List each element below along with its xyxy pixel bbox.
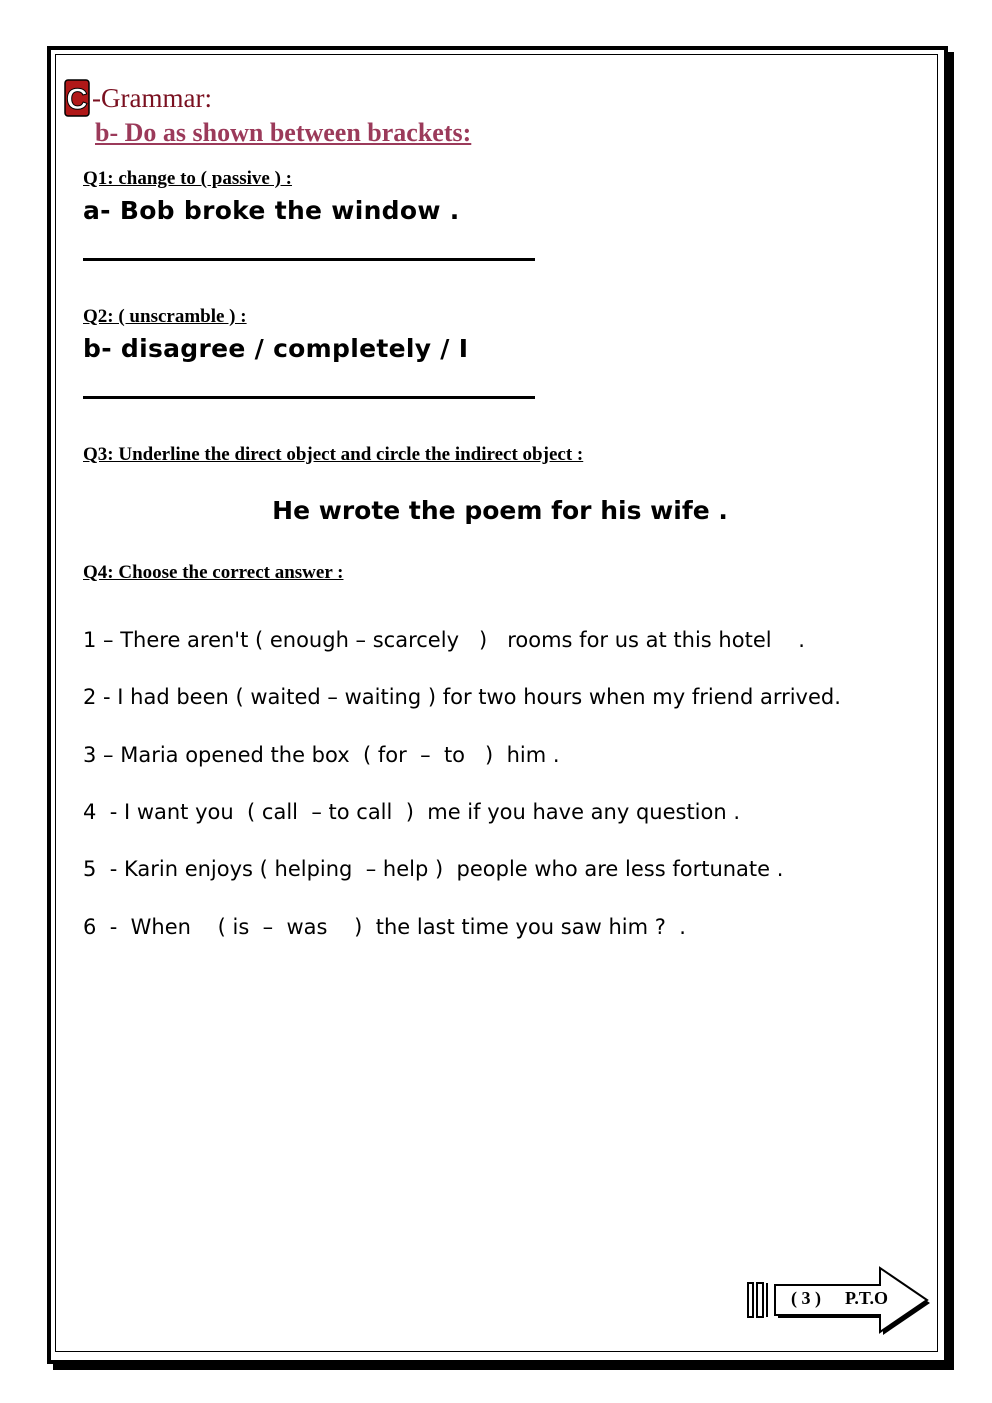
q4-item-1: 1 – There aren't ( enough – scarcely ) rooms for us at this hotel . [83,628,805,652]
q4-item-5: 5 - Karin enjoys ( helping – help ) people who are less fortunate . [83,857,784,881]
q4-item-4: 4 - I want you ( call – to call ) me if you have any question . [83,800,741,824]
q4-item-6: 6 - When ( is – was ) the last time you saw him ? . [83,915,686,939]
q3-label: Q3: Underline the direct object and circle the indirect object : [83,444,584,465]
q4-item-3: 3 – Maria opened the box ( for – to ) him . [83,743,560,767]
q3-sentence: He wrote the poem for his wife . [272,496,728,525]
section-heading [64,78,212,118]
q1-label: Q1: change to ( passive ) : [83,168,292,189]
section-letter-icon [64,79,90,117]
arrow-right-icon [745,1266,930,1336]
q2-answer-line [83,396,535,399]
q1-answer-line [83,258,535,261]
subtitle: b- Do as shown between brackets: [95,118,472,147]
q4-item-2: 2 - I had been ( waited – waiting ) for two hours when my friend arrived. [83,685,841,709]
pto-arrow [745,1266,930,1336]
section-title: -Grammar: [92,82,212,113]
q4-label: Q4: Choose the correct answer : [83,562,344,583]
q1-sentence: a- Bob broke the window . [83,196,460,225]
section-letter: C [66,83,88,116]
q2-label: Q2: ( unscramble ) : [83,306,247,327]
q2-sentence: b- disagree / completely / I [83,334,469,363]
pto-label: P.T.O [845,1288,889,1308]
page-number: ( 3 ) [791,1288,821,1308]
